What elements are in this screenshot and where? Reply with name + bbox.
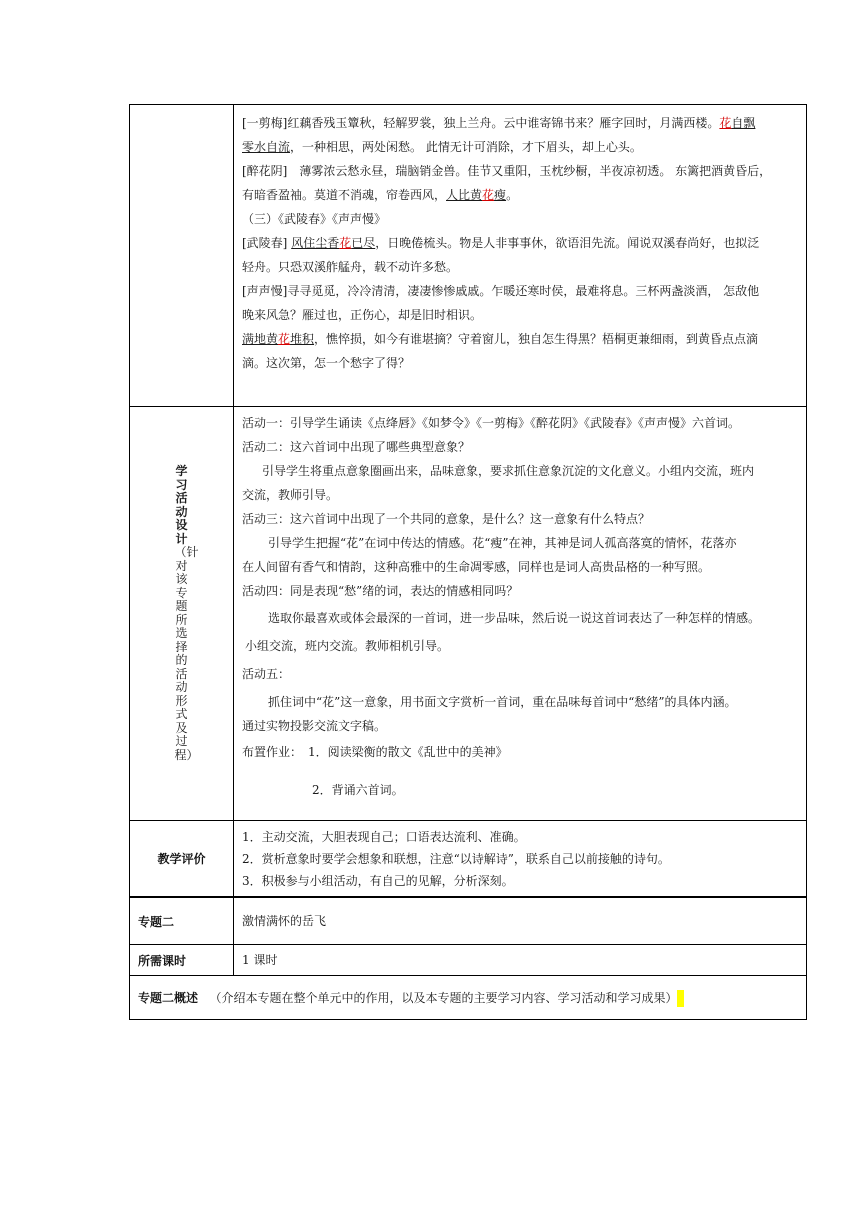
poem-text: 风住尘香 <box>291 236 340 250</box>
poem-zuihua-line-2 <box>242 183 798 207</box>
activity-label-cell <box>130 407 234 820</box>
evaluation-label-cell <box>130 821 234 896</box>
poem-text: ，憔悴损，如今有谁堪摘？守着窗儿，独自怎生得黑？梧桐更兼细雨，到黄昏点点滴 <box>314 332 759 346</box>
overview-note: （介绍本专题在整个单元中的作用，以及本专题的主要学习内容、学习活动和学习成果） <box>209 990 678 1005</box>
activity-2-body-1: 引导学生将重点意象圈画出来，品味意象，要求抓住意象沉淀的文化意义。小组内交流，班内 <box>262 464 755 478</box>
activity-3: 活动三：这六首词中出现了一个共同的意象，是什么？这一意象有什么特点？ <box>242 512 651 526</box>
activity-4-body-1: 选取你最喜欢或体会最深的一首词，进一步品味，然后说一说这首词表达了一种怎样的情感。 <box>268 611 761 625</box>
poem-shengman-line-4: 滴。这次第，怎一个愁字了得？ <box>242 356 411 370</box>
activity-row <box>130 406 806 820</box>
poem-shengman-line-3 <box>242 327 798 351</box>
topic2-label: 专题二 <box>138 914 175 929</box>
poem-text: 已尽 <box>351 236 376 250</box>
topic2-cell <box>234 898 806 944</box>
evaluation-cell <box>234 821 806 896</box>
hua-keyword: 花 <box>719 116 732 130</box>
hours-cell <box>234 945 806 975</box>
activity-5: 活动五： <box>242 667 291 681</box>
poem-shengman-line-2: 晚来风急？雁过也，正伤心，却是旧时相识。 <box>242 308 483 322</box>
activity-5-body-2: 通过实物投影交流文字稿。 <box>242 719 387 733</box>
poem-text: 。 <box>506 188 519 202</box>
hours-row <box>130 944 806 975</box>
activity-5-body-1: 抓住词中“花”这一意象，用书面文字赏析一首词，重在品味每首词中“愁绪”的具体内涵。 <box>268 695 737 709</box>
poems-cell <box>234 105 806 406</box>
section-heading: （三）《武陵春》《声声慢》 <box>242 212 387 226</box>
hua-keyword: 花 <box>482 188 495 202</box>
poem-wuling-line-2: 轻舟。只恐双溪舴艋舟，载不动许多愁。 <box>242 260 459 274</box>
poem-text: ，一种相思，两处闲愁。 此情无计可消除，才下眉头，却上心头。 <box>290 140 642 154</box>
evaluation-item: 1．主动交流，大胆表现自己；口语表达流利、准确。 <box>242 830 526 844</box>
activity-1: 活动一：引导学生诵读《点绛唇》《如梦令》《一剪梅》《醉花阴》《武陵春》《声声慢》六首词。 <box>242 416 741 430</box>
hours-label-cell <box>130 945 234 975</box>
poem-zuihua-line-1 <box>242 159 798 183</box>
overview-text <box>138 986 684 1010</box>
poem-text: [一剪梅]红藕香残玉簟秋，轻解罗裳，独上兰舟。云中谁寄锦书来？雁字回时，月满西楼。 <box>242 116 720 130</box>
overview-row <box>130 975 806 1019</box>
poem-text: [醉花阴] 薄雾浓云愁永昼，瑞脑销金兽。佳节又重阳，玉枕纱橱，半夜凉初透。 东篱把酒黄昏后， <box>242 164 772 178</box>
homework-1: 布置作业： 1．阅读梁衡的散文《乱世中的美神》 <box>242 745 508 759</box>
poem-shengman-line-1: [声声慢]寻寻觅觅，冷冷清清，凄凄惨惨戚戚。乍暖还寒时侯，最难将息。三杯两盏淡酒， 怎敌他 <box>242 284 760 298</box>
activity-label-title: 学习活动设计 <box>175 464 188 546</box>
evaluation-label: 教学评价 <box>157 852 206 866</box>
homework-2: 2．背诵六首词。 <box>312 783 404 797</box>
activity-2: 活动二：这六首词中出现了哪些典型意象？ <box>242 440 471 454</box>
activity-3-body-2: 在人间留有香气和情韵，这种高雅中的生命凋零感，同样也是词人高贵品格的一种写照。 <box>242 560 711 574</box>
poem-text: 满地黄 <box>242 332 279 346</box>
activity-3-body-1: 引导学生把握“花”在词中传达的情感。花“瘦”在神，其神是词人孤高落寞的情怀，花落亦 <box>268 536 737 550</box>
hours-label: 所需课时 <box>138 953 187 968</box>
poems-label-cell <box>130 105 234 406</box>
activity-label <box>174 464 199 762</box>
poem-text: ，日晚倦梳头。物是人非事事休，欲语泪先流。闻说双溪春尚好，也拟泛 <box>375 236 760 250</box>
hours-value: 1 课时 <box>242 953 278 967</box>
activity-2-body-2: 交流，教师引导。 <box>242 488 339 502</box>
poem-text: 瘦 <box>494 188 507 202</box>
overview-cell <box>130 976 806 1019</box>
poem-text: 人比黄 <box>446 188 483 202</box>
poem-jianmei-line-1 <box>242 111 798 135</box>
poem-wuling-line-1 <box>242 231 798 255</box>
activity-4-body-2: 小组交流，班内交流。教师相机引导。 <box>245 639 450 653</box>
activity-label-note: （针对该专题所选择的活动形式及过程） <box>174 545 199 762</box>
evaluation-item: 2．赏析意象时要学会想象和联想，注意“以诗解诗”，联系自己以前接触的诗句。 <box>242 852 670 866</box>
activity-cell <box>234 407 806 820</box>
topic2-row <box>130 896 806 944</box>
lesson-plan-table <box>129 104 807 1020</box>
activity-4: 活动四：同是表现“愁”绪的词，表达的情感相同吗？ <box>242 584 519 598</box>
poem-text: 零水自流 <box>242 140 291 154</box>
poem-text: 自飘 <box>731 116 756 130</box>
evaluation-row <box>130 820 806 896</box>
hua-keyword: 花 <box>339 236 352 250</box>
overview-label: 专题二概述 <box>138 990 199 1005</box>
poem-text: 堆积 <box>290 332 315 346</box>
topic2-value: 激情满怀的岳飞 <box>242 914 327 928</box>
evaluation-item: 3．积极参与小组活动，有自己的见解，分析深刻。 <box>242 874 514 888</box>
poems-row <box>130 105 806 406</box>
poem-jianmei-line-2 <box>242 135 798 159</box>
poem-text: [武陵春] <box>242 236 292 250</box>
poem-text: 有暗香盈袖。莫道不消魂，帘卷西风， <box>242 188 447 202</box>
topic2-label-cell <box>130 898 234 944</box>
text-cursor-highlight <box>677 990 684 1007</box>
hua-keyword: 花 <box>278 332 291 346</box>
